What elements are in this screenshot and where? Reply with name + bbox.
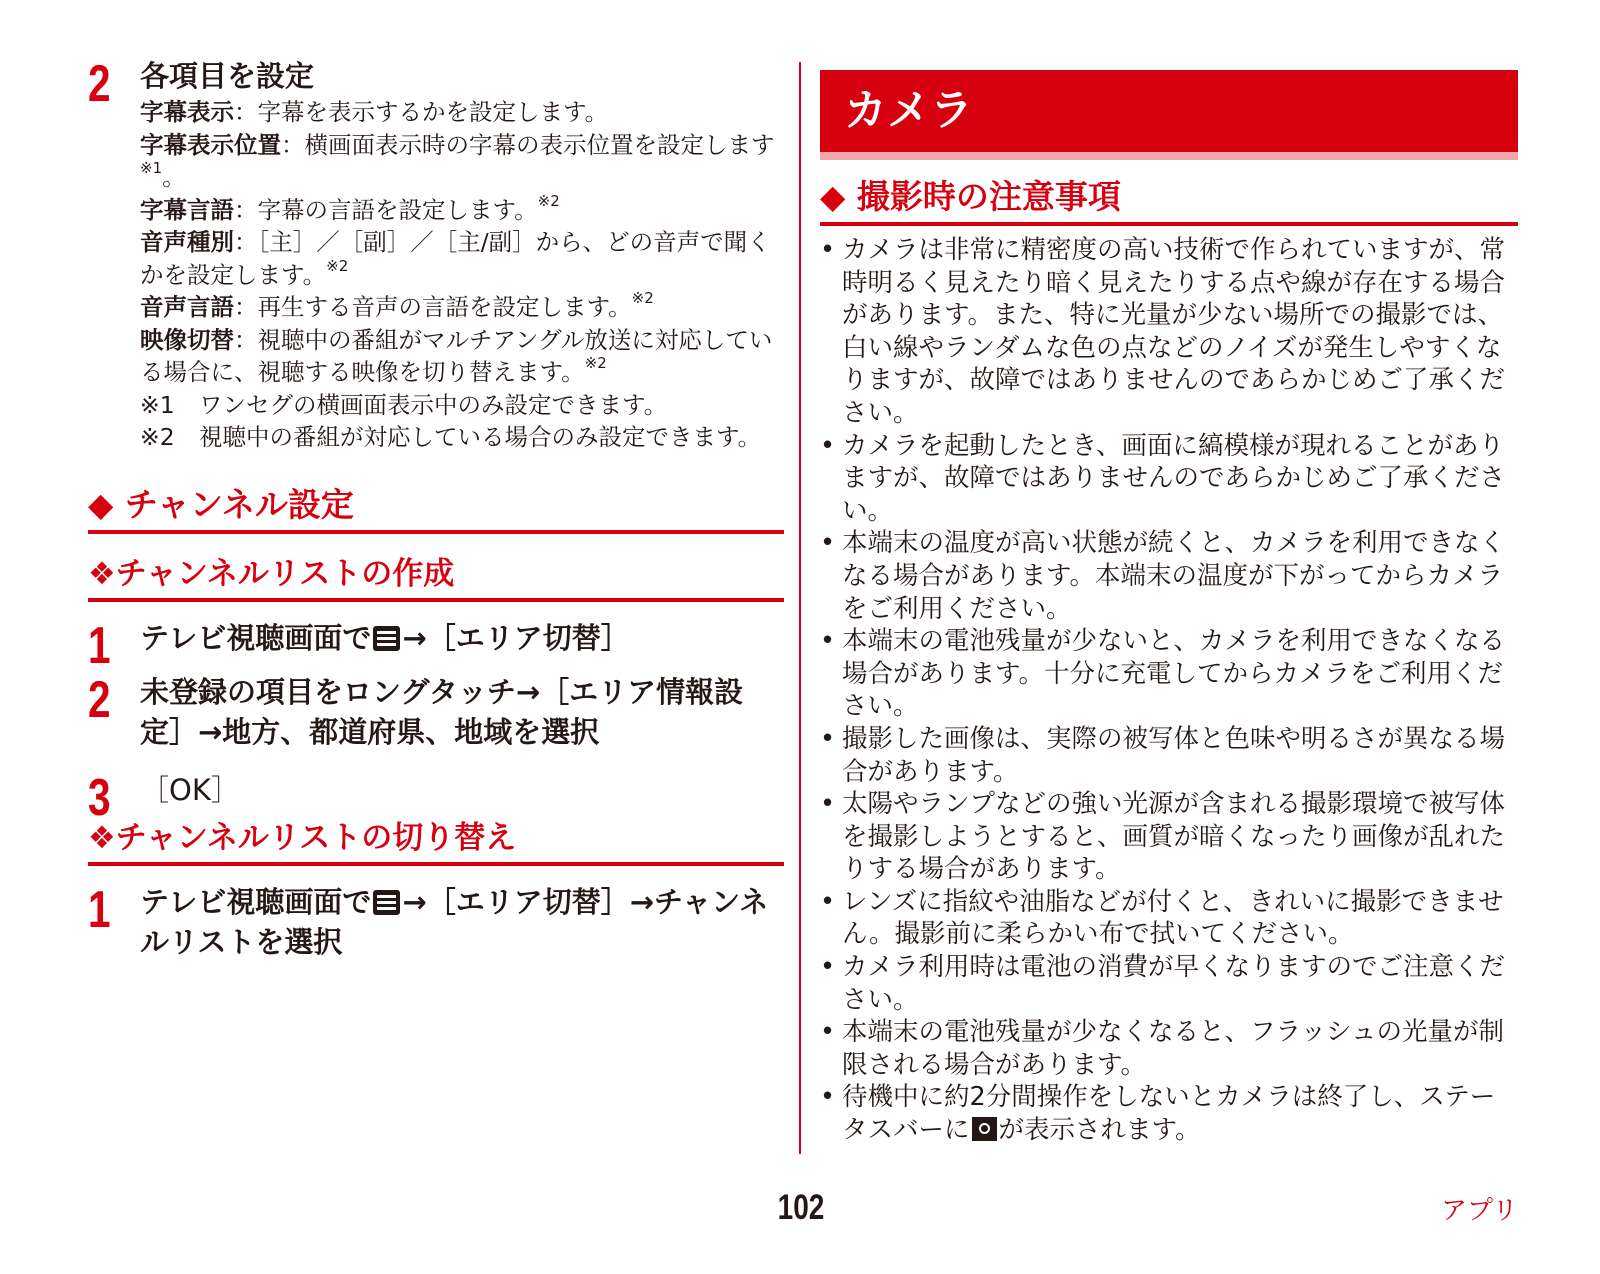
setting-desc: 字幕の言語を設定します。	[257, 195, 538, 224]
setting-subtitle-language: 字幕言語：字幕の言語を設定します。$^{※2}$	[140, 191, 560, 224]
create-step-2	[88, 672, 784, 752]
step-2-settings	[88, 56, 784, 454]
step-title: 各項目を設定	[140, 59, 315, 93]
setting-desc: 横画面表示時の字幕の表示位置を設定します	[304, 130, 775, 159]
section-heading-channel: ◆ チャンネル設定	[88, 480, 784, 534]
list-item: • 待機中に約2分間操作をしないとカメラは終了し、ステータスバーに が表示されます。	[820, 1082, 1496, 1146]
list-item: • 太陽やランプなどの強い光源が含まれる撮影環境で被写体を撮影しようとすると、画質が暗くなったり画像が乱れたりする場合があります。	[820, 789, 1506, 885]
setting-label: 音声種別	[140, 228, 234, 256]
switch-step-1	[88, 882, 784, 962]
step-number: 1	[88, 880, 111, 939]
footnote-ref: ※2	[537, 191, 560, 210]
step-text: テレビ視聴画面で →［エリア切替］	[140, 620, 630, 655]
footnote-2	[140, 421, 784, 454]
footnote-text: ワンセグの横画面表示中のみ設定できます。	[199, 390, 668, 419]
footnote-ref: ※2	[326, 256, 349, 275]
setting-label: 字幕表示	[140, 98, 234, 126]
page-number: 102	[777, 1188, 825, 1227]
list-item: • 本端末の電池残量が少なくなると、フラッシュの光量が制限される場合があります。	[820, 1017, 1504, 1080]
step-number: 1	[88, 616, 111, 675]
footnote-1	[140, 389, 784, 422]
subheading-switch-list: ❖チャンネルリストの切り替え	[88, 814, 784, 866]
menu-icon	[373, 890, 400, 915]
list-item: • カメラは非常に精密度の高い技術で作られていますが、常時明るく見えたり暗く見えたりする点や線が存在する場合があります。また、特に光量が少ない場所での撮影では、白い線やランダムな色の点などのノイズが発生しやすくなりますが、故障ではありませんのであらかじめご了承ください。	[820, 235, 1506, 428]
list-item: • レンズに指紋や油脂などが付くと、きれいに撮影できません。撮影前に柔らかい布で拭いてください。	[820, 886, 1504, 950]
chapter-banner: カメラ	[820, 70, 1518, 152]
banner-stripe	[820, 152, 1518, 160]
list-item: • 本端末の温度が高い状態が続くと、カメラを利用できなくなる場合があります。本端末の温度が下がってからカメラをご利用ください。	[820, 528, 1506, 624]
setting-subtitle-position: 字幕表示位置：横画面表示時の字幕の表示位置を設定します$^{※1}$。	[140, 130, 775, 191]
setting-desc: 字幕を表示するかを設定します。	[257, 98, 609, 126]
section-heading-precautions: ◆ 撮影時の注意事項	[820, 172, 1518, 226]
precautions-list	[820, 234, 1518, 1147]
list-item: • 本端末の電池残量が少ないと、カメラを利用できなくなる場合があります。十分に充電してからカメラをご利用ください。	[820, 626, 1506, 722]
list-item: • カメラ利用時は電池の消費が早くなりますのでご注意ください。	[820, 952, 1506, 1015]
list-item: • カメラを起動したとき、画面に縞模様が現れることがありますが、故障ではありませんのであらかじめご了承ください。	[820, 430, 1506, 526]
column-divider	[799, 62, 801, 1154]
step-text: ［OK］	[140, 772, 240, 807]
step-text: テレビ視聴画面で →［エリア切替］→チャンネルリストを選択	[140, 884, 769, 959]
footnote-mark: ※2	[140, 423, 175, 451]
footer-section-label: アプリ	[1441, 1196, 1518, 1226]
left-column	[88, 56, 784, 962]
setting-video-switch: 映像切替：視聴中の番組がマルチアングル放送に対応している場合に、視聴する映像を切り替えます。$^{※2}$	[140, 325, 773, 386]
setting-label: 字幕表示位置	[140, 130, 281, 159]
step-number: 3	[88, 768, 111, 827]
setting-subtitle-display: 字幕表示：字幕を表示するかを設定します。	[140, 98, 609, 126]
list-item: • 撮影した画像は、実際の被写体と色味や明るさが異なる場合があります。	[820, 723, 1506, 787]
setting-desc: 視聴中の番組がマルチアングル放送に対応している場合に、視聴する映像を切り替えます。	[140, 325, 773, 386]
step-number: 2	[88, 55, 111, 113]
step-number: 2	[88, 670, 111, 729]
footnote-ref: ※2	[631, 289, 654, 308]
setting-label: 映像切替	[140, 325, 234, 354]
setting-audio-language: 音声言語：再生する音声の言語を設定します。$^{※2}$	[140, 289, 654, 321]
footnote-mark: ※1	[140, 390, 175, 419]
camera-status-icon	[972, 1117, 997, 1141]
setting-label: 音声言語	[140, 293, 234, 321]
footnote-ref: ※2	[584, 354, 607, 373]
footnote-ref: ※1	[140, 159, 163, 178]
setting-audio-type: 音声種別：［主］／［副］／［主/副］から、どの音声で聞くかを設定します。$^{※2}$	[140, 228, 771, 289]
create-step-3	[88, 768, 784, 827]
step-text: 未登録の項目をロングタッチ→［エリア情報設定］→地方、都道府県、地域を選択	[140, 674, 744, 749]
setting-label: 字幕言語	[140, 195, 234, 224]
right-column	[820, 70, 1518, 1147]
setting-desc: ［主］／［副］／［主/副］から、どの音声で聞くかを設定します。	[140, 228, 771, 289]
subheading-create-list: ❖チャンネルリストの作成	[88, 550, 784, 602]
create-step-1	[88, 616, 784, 675]
setting-desc: 再生する音声の言語を設定します。	[257, 293, 632, 321]
footnote-text: 視聴中の番組が対応している場合のみ設定できます。	[199, 423, 762, 451]
menu-icon	[373, 626, 400, 651]
